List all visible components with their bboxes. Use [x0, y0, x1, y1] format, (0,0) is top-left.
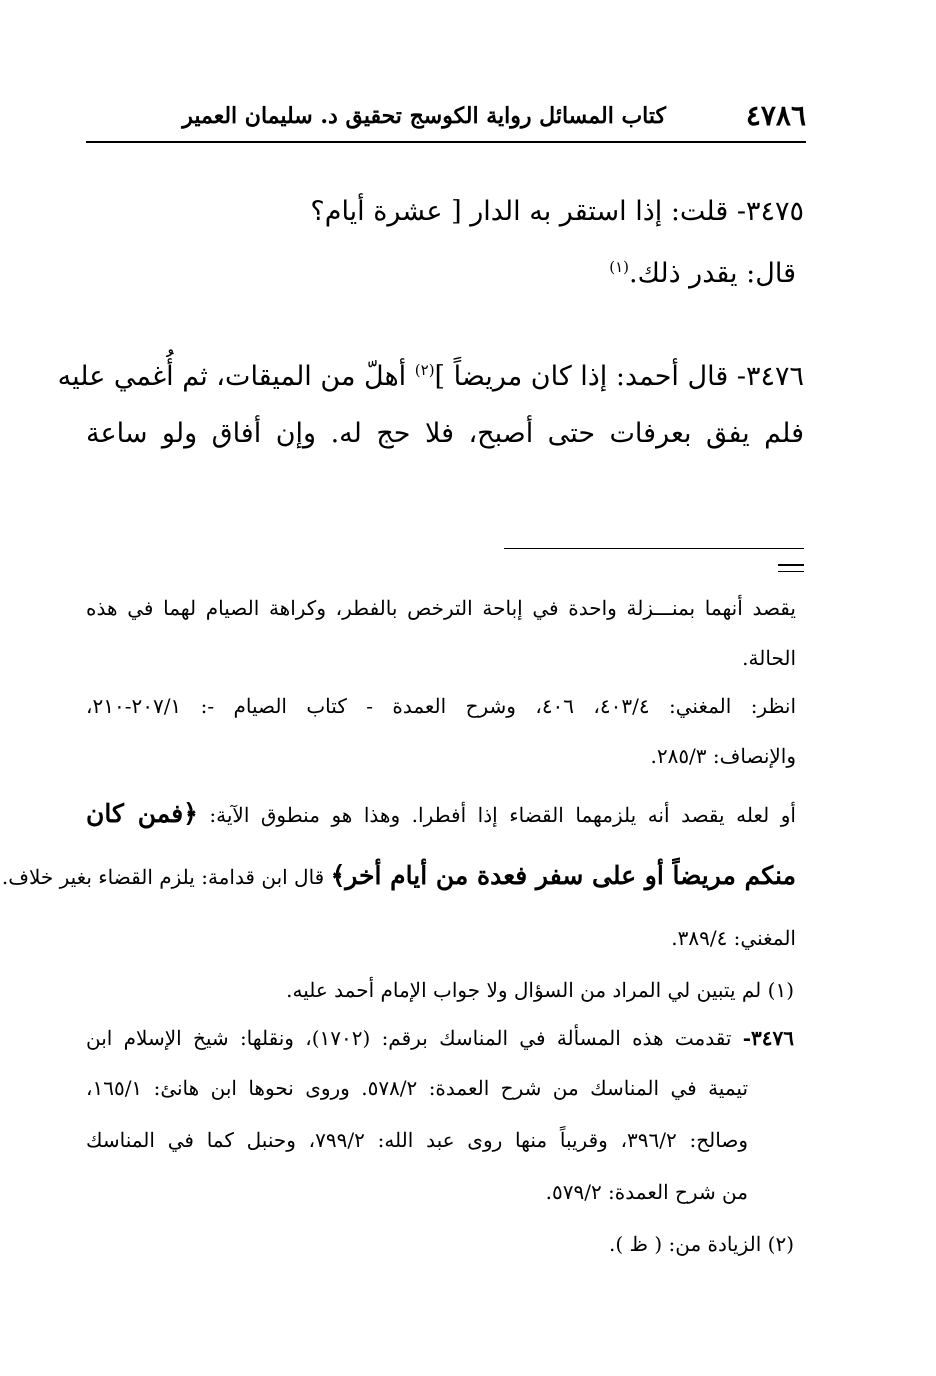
footnote-text: انظر: المغني: ٤٠٣/٤، ٤٠٦، وشرح العمدة - كتاب الصيام -: ٢٠٧/١-٢١٠،	[86, 694, 796, 718]
footnote-text: تيمية في المناسك من شرح العمدة: ٥٧٨/٢. وروى نحوها ابن هانئ: ١٦٥/١،	[86, 1076, 749, 1100]
footnote-line	[86, 1070, 748, 1106]
entry-3475-text: ٣٤٧٥- قلت: إذا استقر به الدار [ عشرة أيام؟	[310, 196, 804, 227]
footnote-1	[286, 972, 794, 1008]
header-rule	[86, 141, 806, 143]
entry-3476-text-b: أهلّ من الميقات، ثم أُغمي عليه	[57, 361, 415, 392]
footnote-text: (١) لم يتبين لي المراد من السؤال ولا جواب الإمام أحمد عليه.	[286, 978, 794, 1002]
footnote-line	[86, 688, 796, 724]
entry-3475-answer	[609, 252, 796, 296]
footnote-text: يقصد أنهما بمنـــزلة واحدة في إباحة الترخص بالفطر، وكراهة الصيام لهما في هذه	[86, 596, 796, 620]
quran-quote: منكم مريضاً أو على سفر فعدة من أيام أخر﴾	[330, 861, 796, 890]
footnote-ref-2: (٢)	[414, 361, 435, 379]
page-number: ٤٧٨٦	[745, 99, 806, 132]
footnote-text: أو لعله يقصد أنه يلزمهما القضاء إذا أفطرا. وهذا هو منطوق الآية:	[197, 803, 796, 827]
footnote-text: من شرح العمدة: ٥٧٩/٢.	[545, 1180, 748, 1204]
entry-3476-text-a: ٣٤٧٦- قال أحمد: إذا كان مريضاً ]	[434, 361, 804, 392]
footnote-entry-number: ٣٤٧٦-	[742, 1026, 794, 1050]
footnote-text: تقدمت هذه المسألة في المناسك برقم: (١٧٠٢)، ونقلها: شيخ الإسلام ابن	[86, 1026, 743, 1050]
entry-3476-line2	[86, 412, 804, 456]
entry-3475-question	[310, 190, 804, 234]
answer-text: قال: يقدر ذلك.	[629, 258, 796, 289]
footnote-3476	[86, 1020, 794, 1056]
footnote-text: المغني: ٣٨٩/٤.	[671, 926, 796, 950]
footnote-line	[650, 738, 796, 774]
quran-quote: ﴿فمن كان	[86, 799, 198, 828]
footnote-line	[86, 1122, 748, 1158]
book-title: كتاب المسائل رواية الكوسج تحقيق د. سليمان العمير	[182, 103, 666, 129]
entry-3476-line1	[57, 355, 804, 399]
footnote-2	[609, 1226, 794, 1262]
entry-3476-text-c: فلم يفق بعرفات حتى أصبح، فلا حج له. وإن أفاق ولو ساعة	[86, 418, 804, 449]
footnote-text: وصالح: ٣٩٦/٢، وقريباً منها روى عبد الله: ٧٩٩/٢، وحنبل كما في المناسك	[86, 1128, 748, 1152]
footnote-line	[671, 920, 796, 956]
footnote-text: (٢) الزيادة من: ( ظ ).	[608, 1232, 794, 1256]
footnote-line	[2, 858, 796, 895]
footnote-line	[86, 796, 796, 833]
footnote-line	[742, 640, 796, 676]
page-header	[86, 96, 806, 136]
footnote-text: والإنصاف: ٢٨٥/٣.	[650, 744, 796, 768]
footnote-line	[86, 590, 796, 626]
footnote-continuation-mark	[778, 564, 804, 577]
footnote-ref-1: (١)	[609, 258, 630, 276]
footnote-line	[546, 1174, 748, 1210]
footnote-text: الحالة.	[742, 646, 796, 670]
footnote-separator	[504, 548, 804, 549]
footnote-text: قال ابن قدامة: يلزم القضاء بغير خلاف.	[1, 865, 331, 889]
